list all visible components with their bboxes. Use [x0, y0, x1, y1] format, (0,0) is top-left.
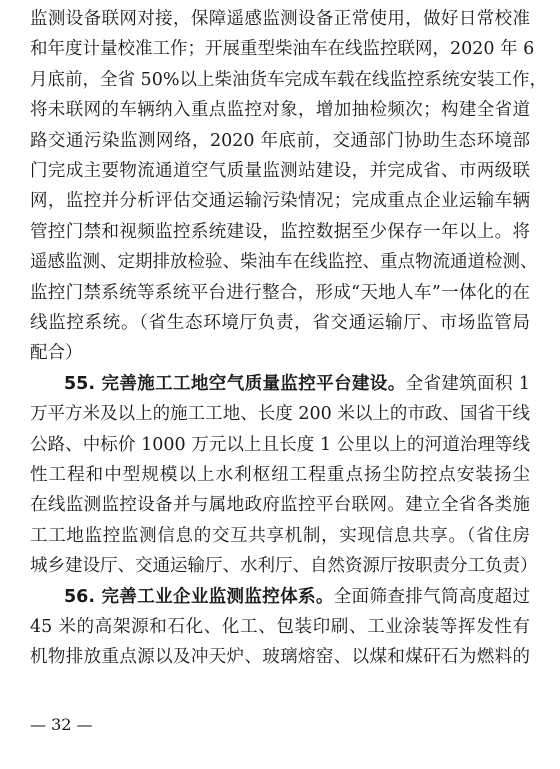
section-heading-line — [64, 582, 530, 612]
text-line: 将未联网的车辆纳入重点监控对象，增加抽检频次；构建全省道 — [30, 100, 530, 121]
text-line: 管控门禁和视频监控系统建设，监控数据至少保存一年以上。将 — [30, 221, 530, 242]
section-heading-line — [64, 369, 530, 399]
text-line: 城乡建设厅、交通运输厅、水利厅、自然资源厅按职责分工负责） — [30, 556, 538, 577]
text-line: 配合） — [30, 343, 83, 364]
text-line: 机物排放重点源以及冲天炉、玻璃熔窑、以煤和煤矸石为燃料的 — [30, 647, 530, 668]
text-line: 万平方米及以上的施工工地、长度 200 米以上的市政、国省干线 — [30, 404, 530, 425]
text-line: 线监控系统。（省生态环境厅负责，省交通运输厅、市场监管局 — [30, 313, 530, 333]
section-heading: 56. 完善工业企业监测监控体系。 — [64, 586, 334, 607]
page-number: — 32 — — [30, 715, 93, 734]
text-line: 和年度计量校准工作；开展重型柴油车在线监控联网，2020 年 6 — [30, 39, 535, 60]
section-heading: 55. 完善施工工地空气质量监控平台建设。 — [64, 373, 406, 394]
text-line: 月底前，全省 50%以上柴油货车完成车载在线监控系统安装工作， — [30, 69, 547, 90]
text-line: 工工地监控监测信息的交互共享机制，实现信息共享。（省住房 — [30, 525, 530, 546]
text-line: 性工程和中型规模以上水利枢纽工程重点扬尘防控点安装扬尘 — [30, 465, 530, 485]
text-line: 监测设备联网对接，保障遥感监测设备正常使用，做好日常校准 — [30, 9, 530, 29]
text-line: 在线监测监控设备并与属地政府监控平台联网。建立全省各类施 — [30, 495, 530, 516]
text-line: 网，监控并分析评估交通运输污染情况；完成重点企业运输车辆 — [30, 191, 530, 212]
text-line: 45 米的高架源和石化、化工、包装印刷、工业涂装等挥发性有 — [30, 617, 530, 637]
section-first-line-text: 全面筛查排气筒高度超过 — [333, 586, 531, 607]
text-line: 公路、中标价 1000 万元以上且长度 1 公里以上的河道治理等线 — [30, 434, 530, 455]
text-line: 遥感监测、定期排放检验、柴油车在线监控、重点物流通道检测、 — [30, 252, 538, 273]
text-line: 门完成主要物流通道空气质量监测站建设，并完成省、市两级联 — [30, 161, 530, 181]
text-line: 路交通污染监测网络，2020 年底前，交通部门协助生态环境部 — [30, 130, 530, 151]
section-first-line-text: 全省建筑面积 1 — [405, 373, 531, 394]
text-line: 监控门禁系统等系统平台进行整合，形成“天地人车”一体化的在 — [30, 282, 530, 303]
